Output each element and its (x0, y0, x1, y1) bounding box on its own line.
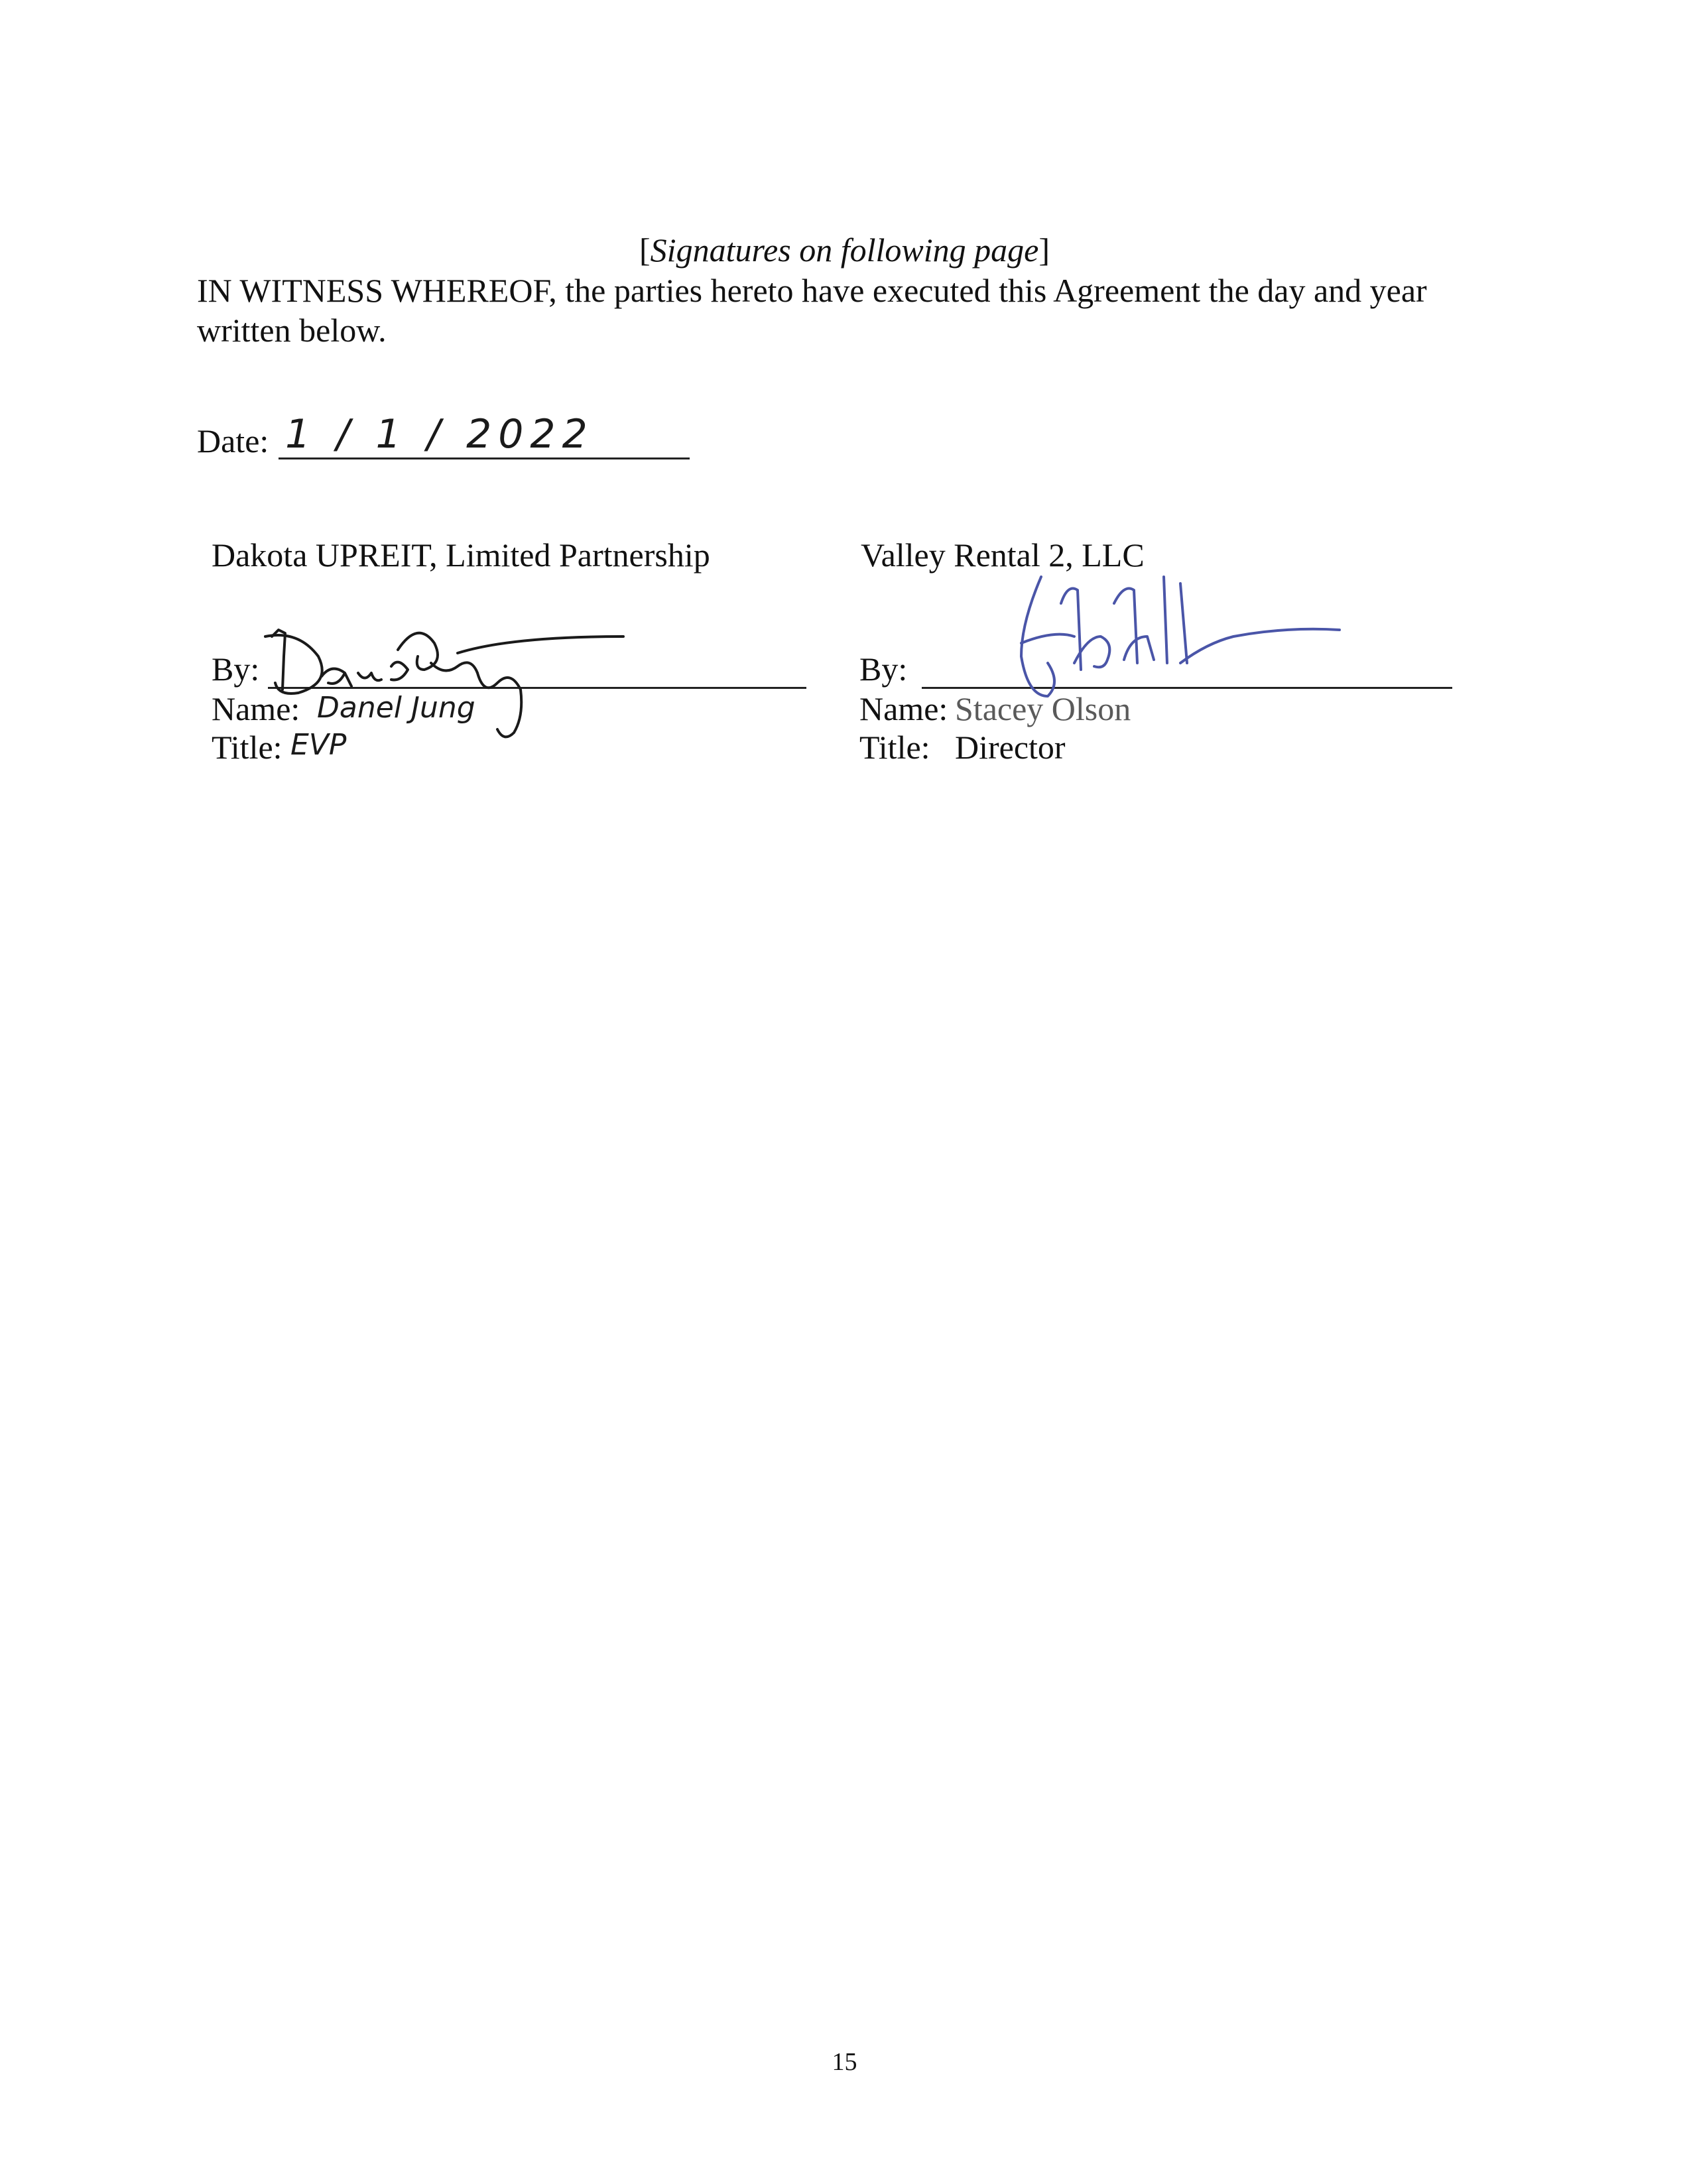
witness-paragraph: IN WITNESS WHEREOF, the parties hereto have executed this Agreement the day and year written below. (197, 272, 1427, 349)
signatures-note (0, 231, 1689, 269)
left-party-name: Dakota UPREIT, Limited Partnership (212, 536, 710, 574)
right-title-label: Title: (859, 729, 930, 766)
left-name-handwritten: Danel Jung (317, 691, 475, 725)
right-party-name: Valley Rental 2, LLC (861, 536, 1145, 574)
note-close-bracket: ] (1038, 231, 1050, 269)
right-name-value: Stacey Olson (955, 690, 1131, 727)
left-title-label: Title: (212, 729, 282, 766)
page-number: 15 (832, 2048, 857, 2076)
right-name-label: Name: (859, 690, 948, 727)
note-italic-text: Signatures on following page (650, 231, 1039, 269)
left-title-handwritten: EVP (290, 728, 347, 762)
handwritten-date: 1 / 1 / 2022 (285, 411, 594, 457)
right-title-value: Director (955, 729, 1066, 766)
left-name-label: Name: (212, 690, 300, 727)
note-open-bracket: [ (639, 231, 651, 269)
date-label: Date: (197, 422, 269, 459)
date-underline (279, 457, 690, 459)
left-by-label: By: (212, 650, 260, 688)
right-by-label: By: (859, 650, 908, 688)
